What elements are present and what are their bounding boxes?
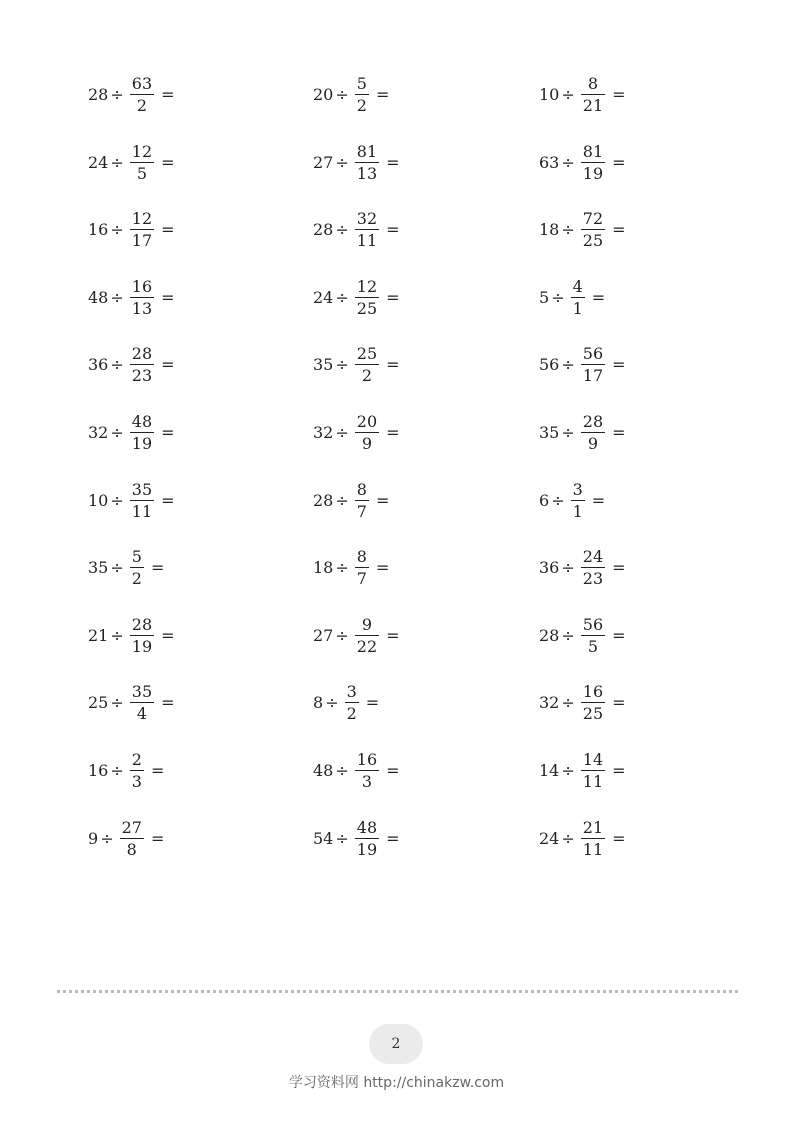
fraction xyxy=(581,141,605,183)
dividend: 28 xyxy=(539,625,560,645)
divide-sign: ÷ xyxy=(110,761,124,780)
fraction-denominator: 11 xyxy=(582,839,604,859)
dividend: 27 xyxy=(313,152,334,172)
fraction xyxy=(581,346,605,384)
fraction-numerator: 20 xyxy=(356,412,378,431)
fraction-numerator: 2 xyxy=(131,750,142,769)
equals-sign: = xyxy=(386,152,400,172)
fraction-denominator: 8 xyxy=(126,839,137,859)
fraction-numerator: 28 xyxy=(131,344,153,364)
equals-sign: = xyxy=(161,355,175,375)
dividend: 10 xyxy=(88,490,109,510)
division-problem xyxy=(539,748,626,794)
fraction-numerator: 12 xyxy=(131,141,153,161)
divide-sign: ÷ xyxy=(561,355,575,375)
division-problem xyxy=(313,545,389,591)
fraction-denominator: 23 xyxy=(582,569,604,589)
page-number: 2 xyxy=(391,1036,401,1052)
division-problem xyxy=(88,410,175,456)
fraction-numerator: 16 xyxy=(356,750,378,769)
dotted-divider xyxy=(57,990,738,993)
fraction-denominator: 2 xyxy=(356,96,367,115)
fraction-numerator: 14 xyxy=(582,750,604,769)
division-problem xyxy=(539,342,626,388)
divide-sign: ÷ xyxy=(110,558,124,578)
equals-sign: = xyxy=(161,85,175,104)
equals-sign: = xyxy=(612,558,626,578)
divide-sign: ÷ xyxy=(561,761,575,780)
equals-sign: = xyxy=(161,287,175,307)
equals-sign: = xyxy=(386,625,400,645)
dividend: 6 xyxy=(539,490,550,510)
fraction xyxy=(130,614,154,656)
fraction-numerator: 9 xyxy=(361,614,373,634)
equals-sign: = xyxy=(591,287,606,307)
divide-sign: ÷ xyxy=(110,625,124,645)
divide-sign: ÷ xyxy=(110,490,124,510)
dividend: 5 xyxy=(539,287,550,307)
equals-sign: = xyxy=(161,423,175,442)
fraction-numerator: 81 xyxy=(356,141,378,161)
fraction-denominator: 19 xyxy=(131,636,153,656)
fraction xyxy=(581,684,605,722)
dividend: 9 xyxy=(88,828,99,848)
fraction xyxy=(130,211,154,249)
fraction-denominator: 21 xyxy=(582,96,604,115)
equals-sign: = xyxy=(365,693,380,713)
fraction xyxy=(130,346,154,384)
fraction-denominator: 19 xyxy=(131,434,153,453)
dividend: 35 xyxy=(539,423,560,442)
fraction-numerator: 35 xyxy=(131,682,153,702)
equals-sign: = xyxy=(612,761,626,780)
divide-sign: ÷ xyxy=(335,220,349,240)
equals-sign: = xyxy=(612,85,626,104)
fraction xyxy=(581,817,605,859)
fraction xyxy=(355,76,369,114)
fraction xyxy=(581,414,605,452)
equals-sign: = xyxy=(150,761,165,780)
fraction-numerator: 56 xyxy=(582,344,604,364)
equals-sign: = xyxy=(612,423,626,442)
divide-sign: ÷ xyxy=(335,355,349,375)
division-problem xyxy=(88,748,164,794)
dividend: 8 xyxy=(313,693,324,713)
division-problem xyxy=(88,342,175,388)
fraction-denominator: 23 xyxy=(131,366,153,386)
dividend: 24 xyxy=(539,828,560,848)
division-problem xyxy=(88,478,175,524)
dividend: 21 xyxy=(88,625,109,645)
equals-sign: = xyxy=(161,152,175,172)
division-problem xyxy=(313,478,389,524)
division-problem xyxy=(313,748,400,794)
equals-sign: = xyxy=(612,625,626,645)
divide-sign: ÷ xyxy=(110,693,124,713)
dividend: 28 xyxy=(313,220,334,240)
fraction-denominator: 9 xyxy=(587,434,599,453)
dividend: 18 xyxy=(539,220,560,240)
divide-sign: ÷ xyxy=(561,828,575,848)
equals-sign: = xyxy=(591,490,606,510)
dividend: 36 xyxy=(539,558,560,578)
equals-sign: = xyxy=(386,828,400,848)
divide-sign: ÷ xyxy=(335,761,349,780)
dividend: 10 xyxy=(539,85,560,104)
fraction xyxy=(130,414,154,452)
fraction xyxy=(130,752,144,790)
fraction xyxy=(581,549,605,587)
fraction xyxy=(571,276,585,318)
fraction-numerator: 8 xyxy=(356,547,367,567)
divide-sign: ÷ xyxy=(110,220,124,240)
fraction-denominator: 3 xyxy=(361,772,373,791)
fraction-numerator: 48 xyxy=(356,817,378,837)
footer-watermark: 学习资料网 http://chinakzw.com xyxy=(288,1075,505,1091)
dividend: 18 xyxy=(313,558,334,578)
division-problem xyxy=(539,140,626,186)
fraction-denominator: 25 xyxy=(582,704,604,724)
fraction-denominator: 19 xyxy=(356,839,378,859)
division-problem xyxy=(88,72,175,118)
fraction-numerator: 5 xyxy=(356,74,367,93)
fraction xyxy=(355,211,379,249)
division-problem xyxy=(313,207,400,253)
fraction-numerator: 12 xyxy=(131,209,153,229)
fraction xyxy=(355,479,369,521)
fraction xyxy=(355,752,379,790)
divide-sign: ÷ xyxy=(561,85,575,104)
fraction-denominator: 11 xyxy=(131,501,153,521)
equals-sign: = xyxy=(161,220,175,240)
fraction xyxy=(355,276,379,318)
equals-sign: = xyxy=(386,220,400,240)
fraction-denominator: 13 xyxy=(131,298,153,318)
fraction-numerator: 81 xyxy=(582,141,604,161)
equals-sign: = xyxy=(612,693,626,713)
equals-sign: = xyxy=(375,558,390,578)
divide-sign: ÷ xyxy=(335,152,349,172)
division-problem xyxy=(88,207,175,253)
fraction xyxy=(120,817,144,859)
fraction-denominator: 11 xyxy=(356,231,378,251)
division-problem xyxy=(313,275,400,321)
division-problem xyxy=(539,410,626,456)
dividend: 48 xyxy=(313,761,334,780)
division-problem xyxy=(313,72,389,118)
fraction-denominator: 5 xyxy=(587,636,599,656)
dividend: 25 xyxy=(88,693,109,713)
fraction xyxy=(130,76,154,114)
equals-sign: = xyxy=(386,355,400,375)
fraction-denominator: 25 xyxy=(582,231,604,251)
page-number-badge xyxy=(369,1024,423,1064)
divide-sign: ÷ xyxy=(561,423,575,442)
equals-sign: = xyxy=(150,828,165,848)
fraction-denominator: 13 xyxy=(356,163,378,183)
divide-sign: ÷ xyxy=(561,693,575,713)
fraction-numerator: 8 xyxy=(587,74,599,93)
divide-sign: ÷ xyxy=(325,693,339,713)
equals-sign: = xyxy=(150,558,165,578)
division-problem xyxy=(88,816,164,862)
division-problem xyxy=(539,478,605,524)
fraction-denominator: 7 xyxy=(356,569,367,589)
fraction-numerator: 3 xyxy=(572,479,583,499)
fraction xyxy=(355,346,379,384)
fraction xyxy=(130,276,154,318)
fraction-denominator: 9 xyxy=(361,434,373,453)
fraction-denominator: 1 xyxy=(572,298,583,318)
fraction-numerator: 27 xyxy=(121,817,142,837)
equals-sign: = xyxy=(161,625,175,645)
fraction-numerator: 63 xyxy=(131,74,153,93)
fraction-numerator: 72 xyxy=(582,209,604,229)
division-problem xyxy=(88,275,175,321)
equals-sign: = xyxy=(612,828,626,848)
fraction-denominator: 4 xyxy=(136,704,148,724)
fraction-numerator: 4 xyxy=(572,276,583,296)
division-problem xyxy=(313,816,400,862)
equals-sign: = xyxy=(612,220,626,240)
dividend: 32 xyxy=(88,423,109,442)
divide-sign: ÷ xyxy=(335,828,349,848)
dividend: 32 xyxy=(313,423,334,442)
fraction-numerator: 5 xyxy=(131,547,142,567)
fraction-numerator: 24 xyxy=(582,547,604,567)
fraction xyxy=(355,817,379,859)
dividend: 24 xyxy=(313,287,334,307)
fraction xyxy=(355,614,379,656)
fraction-denominator: 11 xyxy=(582,772,604,791)
division-problem xyxy=(539,72,626,118)
equals-sign: = xyxy=(386,761,400,780)
fraction xyxy=(355,141,379,183)
fraction xyxy=(130,684,154,722)
fraction-denominator: 17 xyxy=(131,231,153,251)
divide-sign: ÷ xyxy=(110,423,124,442)
fraction-numerator: 16 xyxy=(582,682,604,702)
dividend: 16 xyxy=(88,220,109,240)
fraction xyxy=(581,211,605,249)
fraction xyxy=(130,549,144,587)
divide-sign: ÷ xyxy=(335,423,349,442)
divide-sign: ÷ xyxy=(110,152,124,172)
dividend: 24 xyxy=(88,152,109,172)
dividend: 35 xyxy=(313,355,334,375)
equals-sign: = xyxy=(375,490,390,510)
fraction xyxy=(571,479,585,521)
division-problem xyxy=(539,816,626,862)
equals-sign: = xyxy=(612,152,626,172)
dividend: 16 xyxy=(88,761,109,780)
equals-sign: = xyxy=(386,287,400,307)
dividend: 56 xyxy=(539,355,560,375)
division-problem xyxy=(539,680,626,726)
equals-sign: = xyxy=(386,423,400,442)
divide-sign: ÷ xyxy=(100,828,114,848)
divide-sign: ÷ xyxy=(551,287,565,307)
fraction-denominator: 25 xyxy=(356,298,378,318)
dividend: 35 xyxy=(88,558,109,578)
fraction-numerator: 3 xyxy=(346,682,357,702)
fraction xyxy=(130,141,154,183)
equals-sign: = xyxy=(161,490,175,510)
fraction-numerator: 48 xyxy=(131,412,153,431)
fraction-numerator: 8 xyxy=(356,479,367,499)
fraction-denominator: 3 xyxy=(131,772,142,791)
fraction-numerator: 28 xyxy=(131,614,153,634)
dividend: 63 xyxy=(539,152,560,172)
division-problem xyxy=(313,680,379,726)
dividend: 48 xyxy=(88,287,109,307)
fraction xyxy=(355,414,379,452)
divide-sign: ÷ xyxy=(335,558,349,578)
fraction xyxy=(345,684,359,722)
divide-sign: ÷ xyxy=(335,287,349,307)
fraction xyxy=(581,614,605,656)
dividend: 14 xyxy=(539,761,560,780)
division-problem xyxy=(539,613,626,659)
divide-sign: ÷ xyxy=(110,355,124,375)
fraction xyxy=(130,479,154,521)
fraction-numerator: 16 xyxy=(131,276,153,296)
divide-sign: ÷ xyxy=(561,558,575,578)
division-problem xyxy=(313,613,400,659)
fraction xyxy=(581,752,605,790)
divide-sign: ÷ xyxy=(561,625,575,645)
fraction-numerator: 25 xyxy=(356,344,378,364)
dividend: 28 xyxy=(313,490,334,510)
fraction-numerator: 32 xyxy=(356,209,378,229)
fraction-denominator: 2 xyxy=(136,96,148,115)
fraction-numerator: 28 xyxy=(582,412,604,431)
fraction-numerator: 56 xyxy=(582,614,604,634)
fraction-numerator: 12 xyxy=(356,276,378,296)
fraction-denominator: 1 xyxy=(572,501,583,521)
fraction-denominator: 19 xyxy=(582,163,604,183)
fraction-denominator: 2 xyxy=(346,704,357,724)
fraction-denominator: 7 xyxy=(356,501,367,521)
divide-sign: ÷ xyxy=(561,152,575,172)
fraction-numerator: 35 xyxy=(131,479,153,499)
division-problem xyxy=(88,680,175,726)
equals-sign: = xyxy=(161,693,175,713)
equals-sign: = xyxy=(375,85,390,104)
divide-sign: ÷ xyxy=(110,287,124,307)
dividend: 28 xyxy=(88,85,109,104)
dividend: 54 xyxy=(313,828,334,848)
division-problem xyxy=(313,140,400,186)
fraction-denominator: 2 xyxy=(131,569,142,589)
divide-sign: ÷ xyxy=(110,85,124,104)
fraction-denominator: 5 xyxy=(136,163,148,183)
dividend: 20 xyxy=(313,85,334,104)
dividend: 36 xyxy=(88,355,109,375)
fraction-denominator: 2 xyxy=(361,366,373,386)
fraction-denominator: 22 xyxy=(356,636,378,656)
division-problem xyxy=(88,613,175,659)
fraction xyxy=(355,549,369,587)
divide-sign: ÷ xyxy=(335,85,349,104)
division-problem xyxy=(88,140,175,186)
fraction-denominator: 17 xyxy=(582,366,604,386)
dividend: 32 xyxy=(539,693,560,713)
fraction xyxy=(581,76,605,114)
divide-sign: ÷ xyxy=(551,490,565,510)
division-problem xyxy=(539,275,605,321)
divide-sign: ÷ xyxy=(335,625,349,645)
division-problem xyxy=(88,545,164,591)
division-problem xyxy=(313,410,400,456)
division-problem xyxy=(313,342,400,388)
divide-sign: ÷ xyxy=(335,490,349,510)
equals-sign: = xyxy=(612,355,626,375)
fraction-numerator: 21 xyxy=(582,817,604,837)
division-problem xyxy=(539,207,626,253)
division-problem xyxy=(539,545,626,591)
divide-sign: ÷ xyxy=(561,220,575,240)
dividend: 27 xyxy=(313,625,334,645)
